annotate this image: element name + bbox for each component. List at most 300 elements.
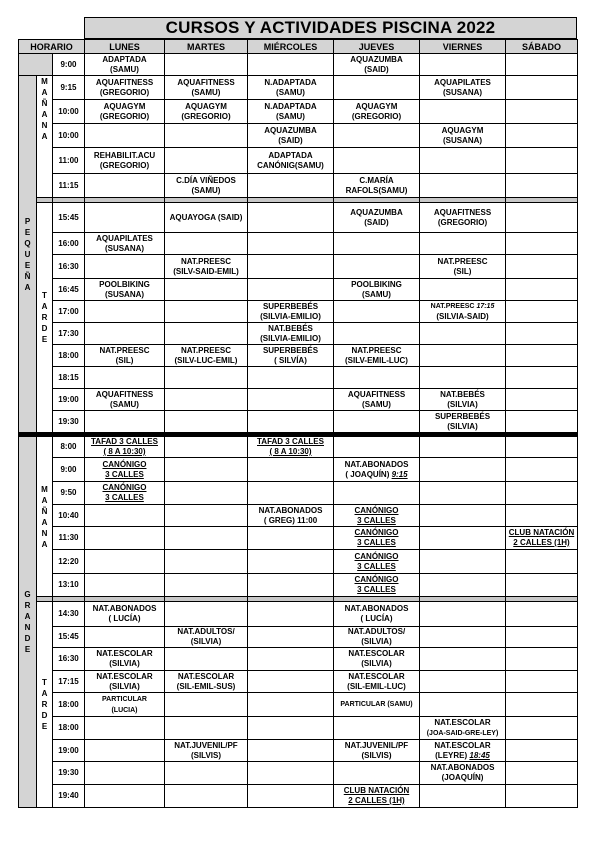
cell-line: C.MARÍA <box>359 175 394 185</box>
cell-line: AQUAGYM <box>185 101 227 111</box>
activity-cell <box>506 54 578 76</box>
activity-cell <box>506 671 578 693</box>
cell-line: (SILVIA) <box>447 399 478 409</box>
header-day: VIERNES <box>420 40 506 54</box>
activity-cell <box>420 100 506 124</box>
cell-line: (SAMU) <box>110 399 139 409</box>
activity-cell <box>85 203 165 233</box>
activity-cell <box>85 574 165 597</box>
cell-line: AQUAYOGA (SAID) <box>169 212 243 222</box>
activity-cell <box>165 527 248 550</box>
pool-label-grande: G R A N D E <box>19 437 37 808</box>
activity-cell <box>85 233 165 255</box>
table-row <box>19 627 578 648</box>
activity-cell <box>420 505 506 527</box>
cell-line: 3 CALLES <box>105 469 144 479</box>
cell-line: (SAMU) <box>191 87 221 97</box>
header-row <box>19 40 578 54</box>
cell-line: N.ADAPTADA <box>264 101 317 111</box>
header-day: LUNES <box>85 40 165 54</box>
cell-line: CANÓNIGO <box>102 459 147 469</box>
time-cell: 8:00 <box>53 437 85 458</box>
cell-line: (SILVIA) <box>109 681 140 691</box>
cell-line: CLUB NATACIÓN <box>343 786 410 795</box>
activity-cell <box>506 458 578 482</box>
activity-cell <box>248 124 334 148</box>
activity-cell <box>506 203 578 233</box>
time-cell: 18:00 <box>53 693 85 717</box>
cell-line: (SAID) <box>364 217 389 227</box>
cell-line: CLUB NATACIÓN <box>508 528 575 537</box>
activity-cell <box>420 740 506 762</box>
activity-cell <box>85 505 165 527</box>
cell-line: NAT.JUVENIL/PF <box>174 740 238 750</box>
cell-line: (SAMU) <box>110 64 139 74</box>
table-row <box>19 740 578 762</box>
activity-cell <box>420 148 506 174</box>
table-row <box>19 411 578 433</box>
cell-line: 3 CALLES <box>105 493 144 502</box>
table-row <box>19 785 578 808</box>
activity-cell <box>85 740 165 762</box>
activity-cell <box>165 693 248 717</box>
shift-label-manana: M A Ñ A N A <box>37 437 53 597</box>
cell-line: NAT.ABONADOS <box>258 505 323 515</box>
activity-cell <box>248 255 334 279</box>
cell-line: 2 CALLES (1H) <box>513 538 570 547</box>
activity-cell <box>334 411 420 433</box>
activity-cell <box>334 389 420 411</box>
cell-line: (GREGORIO) <box>99 87 150 97</box>
activity-cell <box>420 574 506 597</box>
time-cell: 15:45 <box>53 627 85 648</box>
activity-cell <box>506 717 578 740</box>
activity-cell <box>248 233 334 255</box>
activity-cell <box>165 627 248 648</box>
cell-line: CANÓNIGO <box>354 551 399 561</box>
activity-cell <box>248 671 334 693</box>
time-cell: 15:45 <box>53 203 85 233</box>
activity-cell <box>420 627 506 648</box>
cell-line: SUPERBEBÉS <box>262 345 319 355</box>
time-cell: 18:00 <box>53 345 85 367</box>
table-row <box>19 482 578 505</box>
activity-cell <box>165 740 248 762</box>
activity-cell <box>248 505 334 527</box>
activity-cell <box>165 717 248 740</box>
activity-cell <box>85 762 165 785</box>
table-row <box>19 648 578 671</box>
activity-cell <box>165 345 248 367</box>
activity-cell <box>506 389 578 411</box>
cell-line: ADAPTADA <box>268 150 313 160</box>
shift-label-tarde: T A R D E <box>37 203 53 433</box>
activity-cell <box>506 740 578 762</box>
activity-cell <box>248 389 334 411</box>
cell-line: SUPERBEBÉS <box>262 301 319 311</box>
cell-line: AQUAZUMBA <box>264 125 317 135</box>
cell-line: C.DÍA VIÑEDOS <box>176 175 236 185</box>
activity-cell <box>165 323 248 345</box>
table-row <box>19 54 578 76</box>
activity-cell <box>334 437 420 458</box>
cell-line: (SILVIA) <box>109 659 140 668</box>
table-row <box>19 762 578 785</box>
cell-line: (GREGORIO) <box>99 111 150 121</box>
activity-cell <box>420 411 506 433</box>
time-cell: 16:30 <box>53 648 85 671</box>
cell-line: (SUSANA) <box>104 243 145 253</box>
activity-cell <box>334 255 420 279</box>
activity-cell <box>85 693 165 717</box>
cell-line: (SAMU) <box>191 185 221 195</box>
time-cell: 12:20 <box>53 550 85 574</box>
activity-cell <box>85 411 165 433</box>
activity-cell <box>165 174 248 198</box>
activity-cell <box>506 148 578 174</box>
activity-cell <box>85 100 165 124</box>
cell-line: (SILVIA-EMILIO) <box>260 333 321 343</box>
cell-line: (SUSANA) <box>104 289 145 299</box>
cell-line: TAFAD 3 CALLES <box>257 437 324 446</box>
cell-line: CANÓNIGO <box>354 505 399 515</box>
cell-line: AQUAFITNESS <box>433 207 492 217</box>
table-row <box>19 717 578 740</box>
activity-cell <box>420 602 506 627</box>
table-row <box>19 671 578 693</box>
cell-line: 3 CALLES <box>357 515 396 525</box>
table-row <box>19 574 578 597</box>
activity-cell <box>420 124 506 148</box>
cell-line: CANÓNIGO <box>354 575 399 584</box>
cell-line: 3 CALLES <box>357 538 396 547</box>
activity-cell <box>85 785 165 808</box>
cell-line: AQUAFITNESS <box>177 77 235 87</box>
header-day: MIÉRCOLES <box>248 40 334 54</box>
time-cell: 16:30 <box>53 255 85 279</box>
activity-cell <box>165 602 248 627</box>
cell-line: SUPERBEBÉS <box>434 411 491 421</box>
cell-line: (SILVIA) <box>361 637 392 646</box>
time-cell: 19:30 <box>53 762 85 785</box>
activity-cell <box>506 527 578 550</box>
activity-cell <box>334 367 420 389</box>
activity-cell <box>248 740 334 762</box>
cell-line: NAT.ESCOLAR <box>434 717 491 727</box>
activity-cell <box>506 693 578 717</box>
activity-cell <box>85 437 165 458</box>
time-cell: 11:00 <box>53 148 85 174</box>
activity-cell <box>334 627 420 648</box>
activity-cell <box>165 389 248 411</box>
activity-cell <box>420 785 506 808</box>
activity-cell <box>506 648 578 671</box>
cell-line: (GREGORIO) <box>181 111 231 121</box>
table-row <box>19 76 578 100</box>
activity-cell <box>506 174 578 198</box>
activity-cell <box>506 345 578 367</box>
activity-cell <box>165 671 248 693</box>
activity-cell <box>334 574 420 597</box>
table-row <box>19 367 578 389</box>
time-cell: 11:15 <box>53 174 85 198</box>
cell-line: NAT.PREESC <box>99 345 150 355</box>
cell-line: NAT.PREESC <box>180 345 232 355</box>
activity-cell <box>334 124 420 148</box>
activity-cell <box>334 482 420 505</box>
activity-cell <box>165 482 248 505</box>
cell-line: NAT.ABONADOS <box>344 604 409 613</box>
activity-cell <box>85 301 165 323</box>
cell-line: (SUSANA) <box>442 87 483 97</box>
activity-cell <box>248 574 334 597</box>
cell-line: NAT.PREESC <box>180 256 232 266</box>
cell-line: (SIL-EMIL-LUC) <box>347 681 406 691</box>
activity-cell <box>85 458 165 482</box>
cell-line: TAFAD 3 CALLES <box>91 437 158 446</box>
activity-cell <box>248 148 334 174</box>
time-cell: 11:30 <box>53 527 85 550</box>
cell-line: NAT.PREESC <box>437 256 488 266</box>
activity-cell <box>420 233 506 255</box>
activity-cell <box>420 301 506 323</box>
activity-cell <box>85 482 165 505</box>
cell-line: NAT.ABONADOS <box>92 604 157 613</box>
activity-cell <box>248 627 334 648</box>
cell-line: POOLBIKING <box>99 279 150 289</box>
activity-cell <box>248 602 334 627</box>
activity-cell <box>85 148 165 174</box>
cell-line: (SAMU) <box>276 111 305 121</box>
cell-line: (SAMU) <box>362 289 391 299</box>
cell-line: (SAMU) <box>276 87 305 97</box>
cell-line: (SILVIA-SAID) <box>436 312 489 321</box>
table-row <box>19 505 578 527</box>
activity-cell <box>420 482 506 505</box>
activity-cell <box>506 574 578 597</box>
activity-cell <box>248 323 334 345</box>
cell-line: ( LUCÍA) <box>108 614 141 623</box>
time-cell: 14:30 <box>53 602 85 627</box>
cell-line: AQUAFITNESS <box>95 77 154 87</box>
activity-cell <box>248 100 334 124</box>
table-row <box>19 693 578 717</box>
activity-cell <box>165 550 248 574</box>
activity-cell <box>165 505 248 527</box>
activity-cell <box>420 279 506 301</box>
table-row <box>19 255 578 279</box>
cell-line: (SILVIA) <box>447 421 478 431</box>
activity-cell <box>248 203 334 233</box>
activity-cell <box>334 550 420 574</box>
activity-cell <box>420 367 506 389</box>
cell-line: ( 8 A 10:30) <box>103 447 146 456</box>
cell-line: NAT.ESCOLAR <box>348 671 405 681</box>
cell-line: NAT.BEBÉS <box>268 323 313 333</box>
activity-cell <box>506 627 578 648</box>
page-title: CURSOS Y ACTIVIDADES PISCINA 2022 <box>84 17 577 39</box>
activity-cell <box>85 345 165 367</box>
activity-cell <box>248 437 334 458</box>
activity-cell <box>248 648 334 671</box>
activity-cell <box>420 323 506 345</box>
cell-line: ( 8 A 10:30) <box>269 447 312 456</box>
time-cell: 10:00 <box>53 100 85 124</box>
activity-cell <box>165 648 248 671</box>
cell-line: (SILVIS) <box>190 750 222 760</box>
activity-cell <box>506 367 578 389</box>
activity-cell <box>165 255 248 279</box>
table-row <box>19 301 578 323</box>
cell-line: POOLBIKING <box>351 279 402 289</box>
cell-line: CANÓNIG(SAMU) <box>257 160 324 170</box>
activity-cell <box>334 54 420 76</box>
activity-cell <box>334 301 420 323</box>
cell-line: CANÓNIGO <box>354 528 399 537</box>
header-day: SÁBADO <box>506 40 578 54</box>
activity-cell <box>420 527 506 550</box>
table-row <box>19 233 578 255</box>
activity-cell <box>85 671 165 693</box>
activity-cell <box>165 367 248 389</box>
activity-cell <box>85 54 165 76</box>
activity-cell <box>165 203 248 233</box>
cell-line: ( LUCÍA) <box>360 614 393 623</box>
activity-cell <box>334 100 420 124</box>
activity-cell <box>506 76 578 100</box>
activity-cell <box>85 527 165 550</box>
activity-cell <box>165 458 248 482</box>
activity-cell <box>248 762 334 785</box>
activity-cell <box>248 367 334 389</box>
activity-cell <box>334 693 420 717</box>
activity-cell <box>420 762 506 785</box>
time-cell: 17:30 <box>53 323 85 345</box>
time-cell: 9:00 <box>53 458 85 482</box>
cell-line: AQUAPILATES <box>96 233 153 243</box>
table-row <box>19 437 578 458</box>
cell-line: (SAID) <box>278 135 303 145</box>
table-row <box>19 602 578 627</box>
cell-line: RAFOLS(SAMU) <box>345 185 408 195</box>
activity-cell <box>248 785 334 808</box>
header-day: MARTES <box>165 40 248 54</box>
activity-cell <box>165 100 248 124</box>
time-cell: 9:00 <box>53 54 85 76</box>
activity-cell <box>85 550 165 574</box>
cell-line: NAT.ESCOLAR <box>348 649 405 658</box>
activity-cell <box>506 437 578 458</box>
activity-cell <box>85 717 165 740</box>
activity-cell <box>506 124 578 148</box>
cell-line: AQUAGYM <box>103 101 146 111</box>
cell-line: AQUAFITNESS <box>95 389 154 399</box>
activity-cell <box>85 174 165 198</box>
activity-cell <box>165 148 248 174</box>
time-cell: 9:15 <box>53 76 85 100</box>
cell-line: NAT.ABONADOS <box>344 459 409 469</box>
activity-cell <box>248 345 334 367</box>
cell-line: (GREGORIO) <box>437 217 488 227</box>
time-cell: 17:00 <box>53 301 85 323</box>
table-row <box>19 458 578 482</box>
activity-cell <box>85 279 165 301</box>
activity-cell <box>248 174 334 198</box>
cell-line: AQUAPILATES <box>434 77 491 87</box>
cell-line: (JOAQUÍN) <box>441 773 484 782</box>
activity-cell <box>334 740 420 762</box>
activity-cell <box>420 76 506 100</box>
cell-line: (GREGORIO) <box>351 111 402 121</box>
activity-cell <box>248 550 334 574</box>
activity-cell <box>506 233 578 255</box>
header-day: JUEVES <box>334 40 420 54</box>
activity-cell <box>85 76 165 100</box>
activity-cell <box>334 717 420 740</box>
activity-cell <box>85 124 165 148</box>
cell-line: (SILV-LUC-EMIL) <box>174 355 238 365</box>
activity-cell <box>248 482 334 505</box>
cell-line: (SILV-EMIL-LUC) <box>345 355 408 365</box>
activity-cell <box>334 648 420 671</box>
table-row <box>19 389 578 411</box>
activity-cell <box>248 693 334 717</box>
time-cell: 16:45 <box>53 279 85 301</box>
table-row <box>19 323 578 345</box>
activity-cell <box>334 671 420 693</box>
cell-line: AQUAGYM <box>355 101 398 111</box>
activity-cell <box>506 279 578 301</box>
activity-cell <box>420 671 506 693</box>
activity-cell <box>165 124 248 148</box>
activity-cell <box>165 437 248 458</box>
cell-line: AQUAFITNESS <box>347 389 406 399</box>
activity-cell <box>85 627 165 648</box>
cell-line: (SAID) <box>364 64 389 74</box>
table-row <box>19 124 578 148</box>
activity-cell <box>334 148 420 174</box>
activity-cell <box>85 367 165 389</box>
cell-line: (SILVIA) <box>190 637 222 646</box>
activity-cell <box>334 458 420 482</box>
cell-line: 2 CALLES (1H) <box>348 796 405 805</box>
cell-line: (GREGORIO) <box>99 160 150 170</box>
activity-cell <box>248 458 334 482</box>
activity-cell <box>334 279 420 301</box>
activity-cell <box>165 762 248 785</box>
cell-line: (SUSANA) <box>442 135 483 145</box>
cell-line: (SILVIS) <box>361 750 392 760</box>
activity-cell <box>506 323 578 345</box>
time-cell: 19:40 <box>53 785 85 808</box>
activity-cell <box>506 301 578 323</box>
cell-line: NAT.ADULTOS/ <box>347 627 406 636</box>
activity-cell <box>85 323 165 345</box>
activity-cell <box>165 54 248 76</box>
cell-line: ( GREG) 11:00 <box>263 515 318 525</box>
cell-line: ( JOAQUÍN) 9:15 <box>345 469 408 479</box>
activity-cell <box>506 255 578 279</box>
activity-cell <box>334 174 420 198</box>
header-horario: HORARIO <box>19 40 85 54</box>
activity-cell <box>420 255 506 279</box>
activity-cell <box>334 345 420 367</box>
activity-cell <box>165 411 248 433</box>
time-cell: 10:00 <box>53 124 85 148</box>
activity-cell <box>506 100 578 124</box>
activity-cell <box>420 203 506 233</box>
cell-line: (SIL-EMIL-SUS) <box>176 681 236 691</box>
